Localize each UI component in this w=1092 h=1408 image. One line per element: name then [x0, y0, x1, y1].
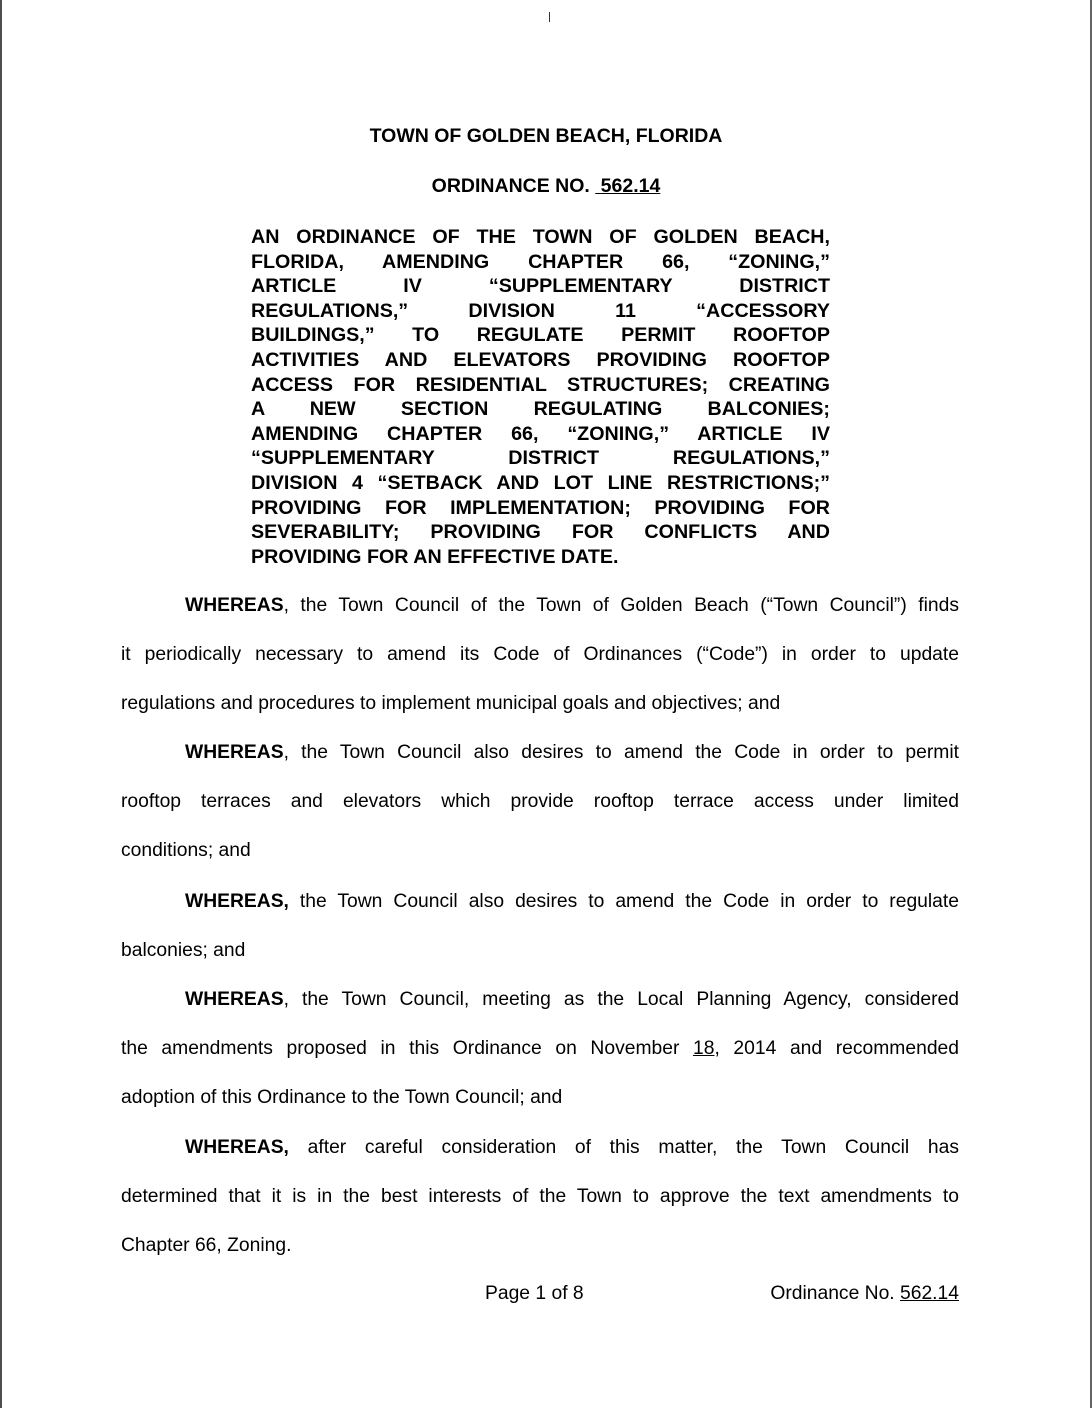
paragraph-line: determined that it is in the best interests of the Town to approve the text amendments to — [121, 1186, 959, 1207]
caption-line: AMENDING CHAPTER 66, “ZONING,” ARTICLE IV — [251, 422, 830, 445]
ordinance-prefix: ORDINANCE NO. — [431, 175, 590, 197]
paragraph-line: balconies; and — [121, 940, 246, 961]
whereas-lead: WHEREAS — [185, 742, 284, 763]
paragraph-line: Chapter 66, Zoning. — [121, 1235, 292, 1256]
caption-line: AN ORDINANCE OF THE TOWN OF GOLDEN BEACH, — [251, 226, 830, 248]
caption-line: “SUPPLEMENTARY DISTRICT REGULATIONS,” — [251, 447, 830, 470]
caption-line: PROVIDING FOR AN EFFECTIVE DATE. — [251, 545, 619, 568]
caption-line: FLORIDA, AMENDING CHAPTER 66, “ZONING,” — [251, 250, 830, 273]
caption-line: BUILDINGS,” TO REGULATE PERMIT ROOFTOP — [251, 324, 830, 347]
whereas-lead: WHEREAS — [185, 989, 284, 1010]
caption-line: ARTICLE IV “SUPPLEMENTARY DISTRICT — [251, 275, 830, 298]
paragraph-line: regulations and procedures to implement municipal goals and objectives; and — [121, 693, 781, 714]
paragraph-line: WHEREAS, the Town Council, meeting as the Local Planning Agency, considered — [185, 989, 959, 1010]
whereas-paragraph — [121, 594, 959, 741]
whereas-lead: WHEREAS, — [185, 891, 289, 912]
whereas-paragraph — [121, 988, 959, 1135]
paragraph-line: WHEREAS, the Town Council also desires to amend the Code in order to regulate — [185, 891, 959, 912]
paragraph-line: rooftop terraces and elevators which provide rooftop terrace access under limited — [121, 791, 959, 812]
paragraph-line: it periodically necessary to amend its Code of Ordinances (“Code”) in order to update — [121, 644, 959, 665]
scan-mark — [549, 12, 550, 22]
caption-line: SEVERABILITY; PROVIDING FOR CONFLICTS AND — [251, 521, 830, 544]
paragraph-line: adoption of this Ordinance to the Town Council; and — [121, 1087, 563, 1108]
caption-line: REGULATIONS,” DIVISION 11 “ACCESSORY — [251, 299, 830, 322]
caption-line: DIVISION 4 “SETBACK AND LOT LINE RESTRICTIONS;” — [251, 471, 830, 494]
paragraph-line: WHEREAS, the Town Council of the Town of Golden Beach (“Town Council”) finds — [185, 595, 959, 616]
ordinance-caption — [251, 225, 830, 569]
paragraph-line: WHEREAS, after careful consideration of this matter, the Town Council has — [185, 1137, 959, 1158]
scan-edge-left — [0, 0, 2, 1408]
caption-line: ACTIVITIES AND ELEVATORS PROVIDING ROOFTOP — [251, 348, 830, 371]
whereas-lead: WHEREAS — [185, 595, 284, 616]
whereas-paragraph — [121, 741, 959, 888]
whereas-lead: WHEREAS, — [185, 1137, 289, 1158]
paragraph-line: WHEREAS, the Town Council also desires to amend the Code in order to permit — [185, 742, 959, 763]
ordinance-number: 562.14 — [600, 175, 661, 197]
town-title: TOWN OF GOLDEN BEACH, FLORIDA — [369, 125, 723, 147]
footer-ordinance: Ordinance No. 562.14 — [770, 1283, 959, 1304]
caption-line: PROVIDING FOR IMPLEMENTATION; PROVIDING FOR — [251, 496, 830, 519]
whereas-paragraph — [121, 890, 959, 988]
ordinance-title — [0, 175, 1092, 198]
paragraph-line: the amendments proposed in this Ordinance on November 18, 2014 and recommended — [121, 1038, 959, 1059]
page-number: Page 1 of 8 — [485, 1283, 584, 1304]
caption-line: ACCESS FOR RESIDENTIAL STRUCTURES; CREATING — [251, 373, 830, 396]
caption-line: A NEW SECTION REGULATING BALCONIES; — [251, 398, 830, 421]
paragraph-line: conditions; and — [121, 840, 251, 861]
whereas-paragraph — [121, 1136, 959, 1283]
footer-ordinance-number: 562.14 — [900, 1283, 959, 1304]
meeting-date-day: 18 — [693, 1038, 715, 1059]
